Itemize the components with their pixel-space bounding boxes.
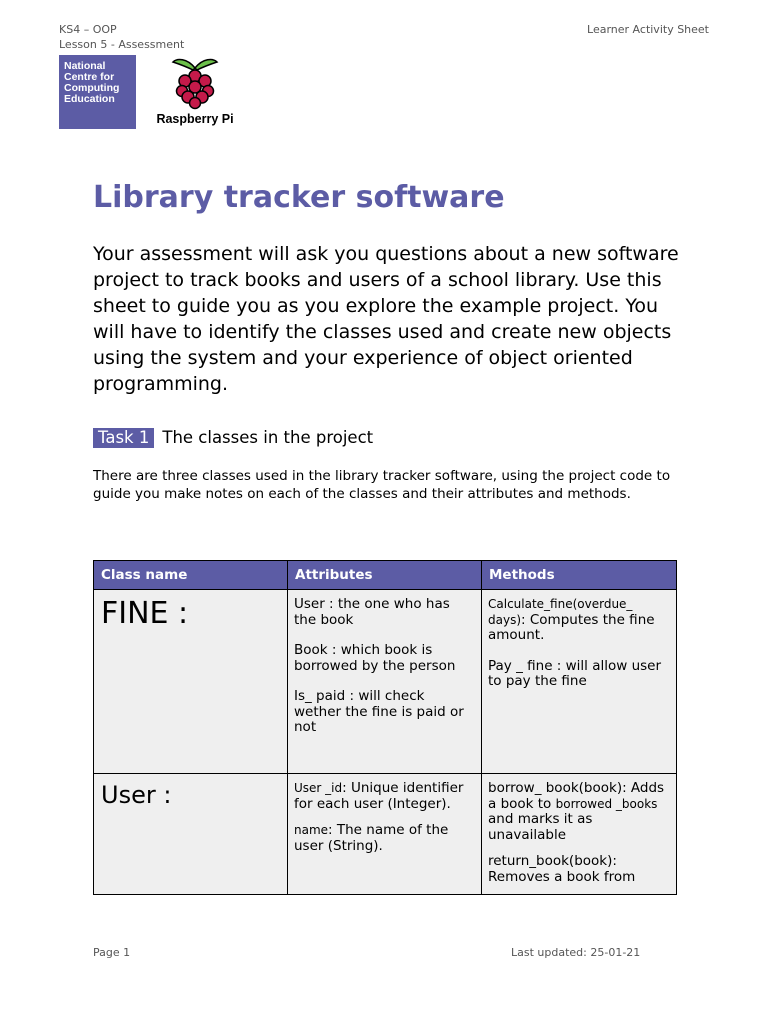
- course-label: KS4 – OOP: [59, 23, 117, 36]
- attribute-text: : Unique identifier for each user (Integer).: [294, 780, 464, 812]
- table-row-user: [94, 774, 677, 895]
- sheet-type-label: Learner Activity Sheet: [587, 23, 709, 36]
- task-description: There are three classes used in the library tracker software, using the project code to guide you make notes on each of the classes and their attributes and methods.: [93, 468, 671, 502]
- column-header-methods: Methods: [482, 561, 677, 590]
- method-text: and marks it as unavailable: [488, 811, 593, 843]
- method-code: borrowed _books: [555, 796, 658, 811]
- intro-paragraph: Your assessment will ask you questions about a new software project to track books and users of a school library. Use this sheet to guide you as you explore the example project. You will have to identify the classes used and create new objects using the system and your experience of object oriented programming.: [93, 243, 679, 395]
- class-name-cell[interactable]: User :: [94, 774, 288, 895]
- task-title: The classes in the project: [162, 428, 374, 447]
- method-note: return_book(book): Removes a book from: [488, 853, 636, 885]
- method-note: Pay _ fine : will allow user to pay the fine: [488, 657, 662, 689]
- attribute-note: [294, 823, 475, 854]
- raspberry-pi-logo: [150, 54, 240, 132]
- lesson-label: Lesson 5 - Assessment: [59, 38, 185, 51]
- task-badge: Task 1: [93, 428, 154, 448]
- attribute-note: Book : which book is borrowed by the person: [294, 642, 456, 674]
- last-updated: Last updated: 25-01-21: [511, 946, 641, 959]
- methods-cell[interactable]: [482, 774, 677, 895]
- class-name-cell[interactable]: FINE :: [94, 590, 288, 774]
- table-header-row: [94, 561, 677, 590]
- table-row-fine: [94, 590, 677, 774]
- method-text: borrow_ book(book): Adds a book to: [488, 780, 665, 812]
- page-title: Library tracker software: [93, 180, 505, 215]
- attributes-cell[interactable]: [288, 590, 482, 774]
- method-text: : Computes the fine amount.: [488, 611, 655, 643]
- attribute-note: Is_ paid : will check wether the fine is paid or not: [294, 688, 464, 735]
- methods-cell[interactable]: [482, 590, 677, 774]
- attribute-note: [294, 781, 475, 812]
- attribute-note: User : the one who has the book: [294, 596, 450, 628]
- attribute-text: : The name of the user (String).: [294, 822, 449, 854]
- ncce-logo-line: Computing: [64, 82, 120, 94]
- classes-table: [93, 560, 677, 895]
- document-header-left: [59, 22, 184, 52]
- ncce-logo: [59, 55, 136, 129]
- method-code: Calculate_fine(overdue_ days): [488, 597, 633, 627]
- attribute-code: User _id: [294, 781, 343, 795]
- page-number: Page 1: [93, 946, 131, 959]
- method-note: [488, 597, 670, 644]
- ncce-logo-line: National: [64, 60, 106, 72]
- method-note: [488, 781, 670, 843]
- ncce-logo-line: Education: [64, 93, 115, 105]
- raspberry-icon: [167, 54, 223, 110]
- task-heading: [93, 428, 373, 448]
- attribute-code: name: [294, 823, 329, 837]
- ncce-logo-line: Centre for: [64, 71, 115, 83]
- raspberry-pi-label: Raspberry Pi: [156, 112, 234, 126]
- attributes-cell[interactable]: [288, 774, 482, 895]
- column-header-class-name: Class name: [94, 561, 288, 590]
- column-header-attributes: Attributes: [288, 561, 482, 590]
